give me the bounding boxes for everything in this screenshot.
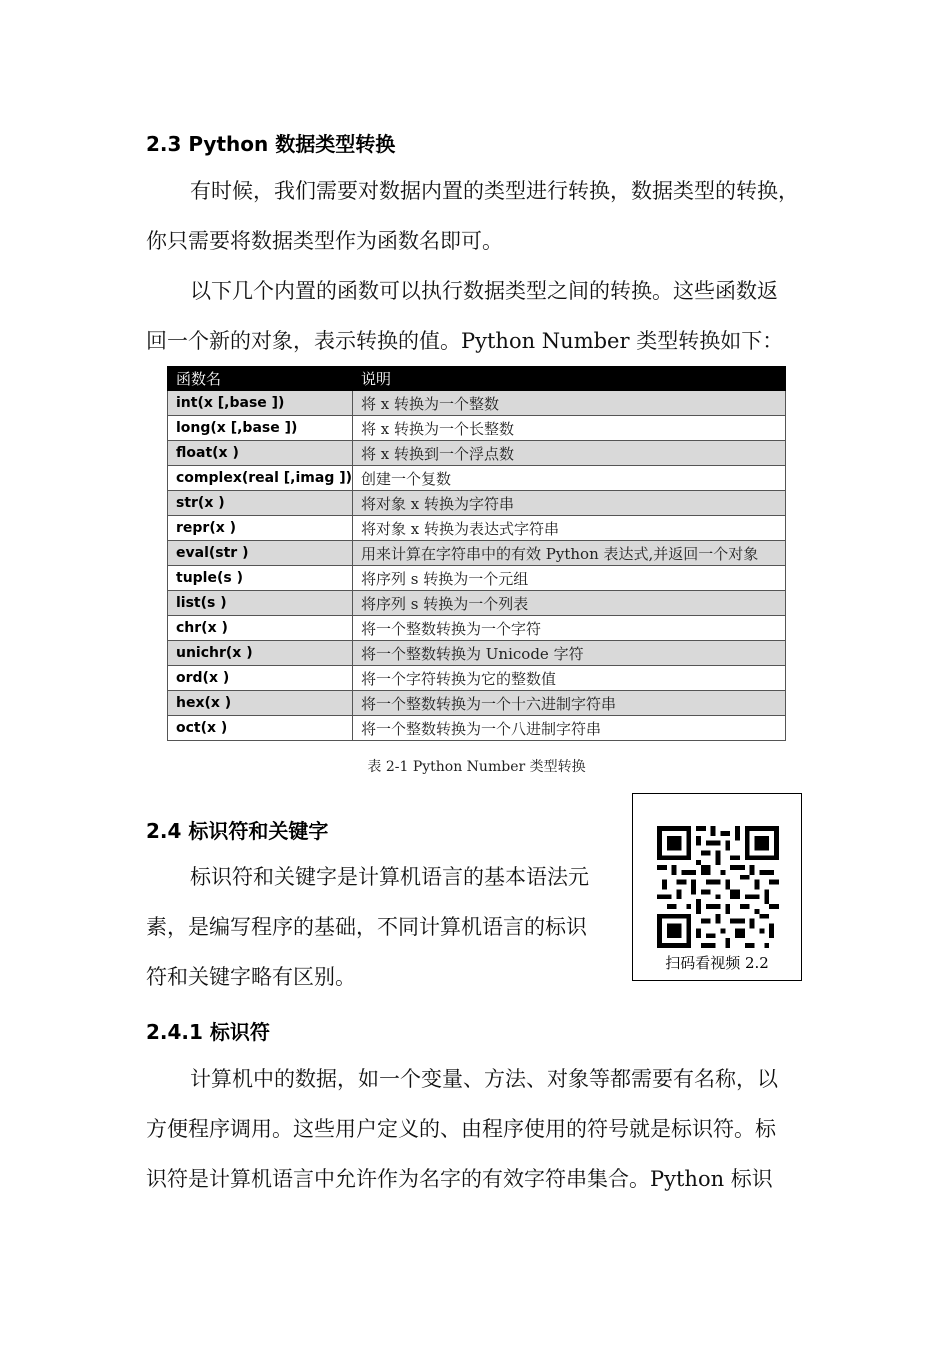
description-cell: 创建一个复数 <box>353 466 786 491</box>
description-cell: 将一个字符转换为它的整数值 <box>353 666 786 691</box>
function-name-cell: tuple(s ) <box>168 566 353 591</box>
paragraph-line: 你只需要将数据类型作为函数名即可。 <box>146 229 503 253</box>
table-row <box>168 441 786 466</box>
function-name-cell: str(x ) <box>168 491 353 516</box>
table-row <box>168 591 786 616</box>
function-name-cell: repr(x ) <box>168 516 353 541</box>
function-name-cell: chr(x ) <box>168 616 353 641</box>
function-name-cell: oct(x ) <box>168 716 353 741</box>
table-caption: 表 2-1 Python Number 类型转换 <box>367 759 586 775</box>
paragraph-line: 标识符和关键字是计算机语言的基本语法元 <box>190 865 589 889</box>
description-cell: 用来计算在字符串中的有效 Python 表达式,并返回一个对象 <box>353 541 786 566</box>
paragraph-line: 符和关键字略有区别。 <box>146 965 356 989</box>
table-row <box>168 716 786 741</box>
table-row <box>168 541 786 566</box>
paragraph-line: 素，是编写程序的基础，不同计算机语言的标识 <box>146 915 587 939</box>
paragraph-line: 回一个新的对象，表示转换的值。Python Number 类型转换如下： <box>146 329 784 353</box>
description-cell: 将一个整数转换为一个字符 <box>353 616 786 641</box>
paragraph-line: 识符是计算机语言中允许作为名字的有效字符串集合。Python 标识 <box>146 1167 773 1191</box>
column-header-function: 函数名 <box>168 367 353 391</box>
qr-code-box[interactable] <box>632 793 802 981</box>
description-cell: 将一个整数转换为 Unicode 字符 <box>353 641 786 666</box>
description-cell: 将 x 转换为一个长整数 <box>353 416 786 441</box>
table-row <box>168 666 786 691</box>
paragraph-line: 有时候，我们需要对数据内置的类型进行转换，数据类型的转换， <box>190 179 799 203</box>
paragraph-line: 以下几个内置的函数可以执行数据类型之间的转换。这些函数返 <box>190 279 778 303</box>
table-row <box>168 691 786 716</box>
table-row <box>168 566 786 591</box>
qr-code-icon[interactable] <box>657 826 779 948</box>
description-cell: 将 x 转换到一个浮点数 <box>353 441 786 466</box>
conversion-table <box>167 366 786 741</box>
function-name-cell: complex(real [,imag ]) <box>168 466 353 491</box>
description-cell: 将一个整数转换为一个十六进制字符串 <box>353 691 786 716</box>
section-heading-2-4: 2.4 标识符和关键字 <box>146 819 329 843</box>
description-cell: 将 x 转换为一个整数 <box>353 391 786 416</box>
table-row <box>168 416 786 441</box>
section-heading-2-3: 2.3 Python 数据类型转换 <box>146 132 396 156</box>
function-name-cell: ord(x ) <box>168 666 353 691</box>
paragraph-line: 计算机中的数据，如一个变量、方法、对象等都需要有名称，以 <box>190 1067 778 1091</box>
table-row <box>168 491 786 516</box>
function-name-cell: eval(str ) <box>168 541 353 566</box>
column-header-description: 说明 <box>353 367 786 391</box>
function-name-cell: list(s ) <box>168 591 353 616</box>
description-cell: 将对象 x 转换为字符串 <box>353 491 786 516</box>
table-row <box>168 616 786 641</box>
table-row <box>168 391 786 416</box>
function-name-cell: int(x [,base ]) <box>168 391 353 416</box>
table-header-row <box>168 367 786 391</box>
table-row <box>168 466 786 491</box>
section-heading-2-4-1: 2.4.1 标识符 <box>146 1020 270 1044</box>
function-name-cell: hex(x ) <box>168 691 353 716</box>
description-cell: 将对象 x 转换为表达式字符串 <box>353 516 786 541</box>
function-name-cell: unichr(x ) <box>168 641 353 666</box>
description-cell: 将一个整数转换为一个八进制字符串 <box>353 716 786 741</box>
paragraph-line: 方便程序调用。这些用户定义的、由程序使用的符号就是标识符。标 <box>146 1117 776 1141</box>
qr-code-label: 扫码看视频 2.2 <box>665 954 769 972</box>
function-name-cell: float(x ) <box>168 441 353 466</box>
description-cell: 将序列 s 转换为一个列表 <box>353 591 786 616</box>
table-row <box>168 641 786 666</box>
function-name-cell: long(x [,base ]) <box>168 416 353 441</box>
table-row <box>168 516 786 541</box>
description-cell: 将序列 s 转换为一个元组 <box>353 566 786 591</box>
